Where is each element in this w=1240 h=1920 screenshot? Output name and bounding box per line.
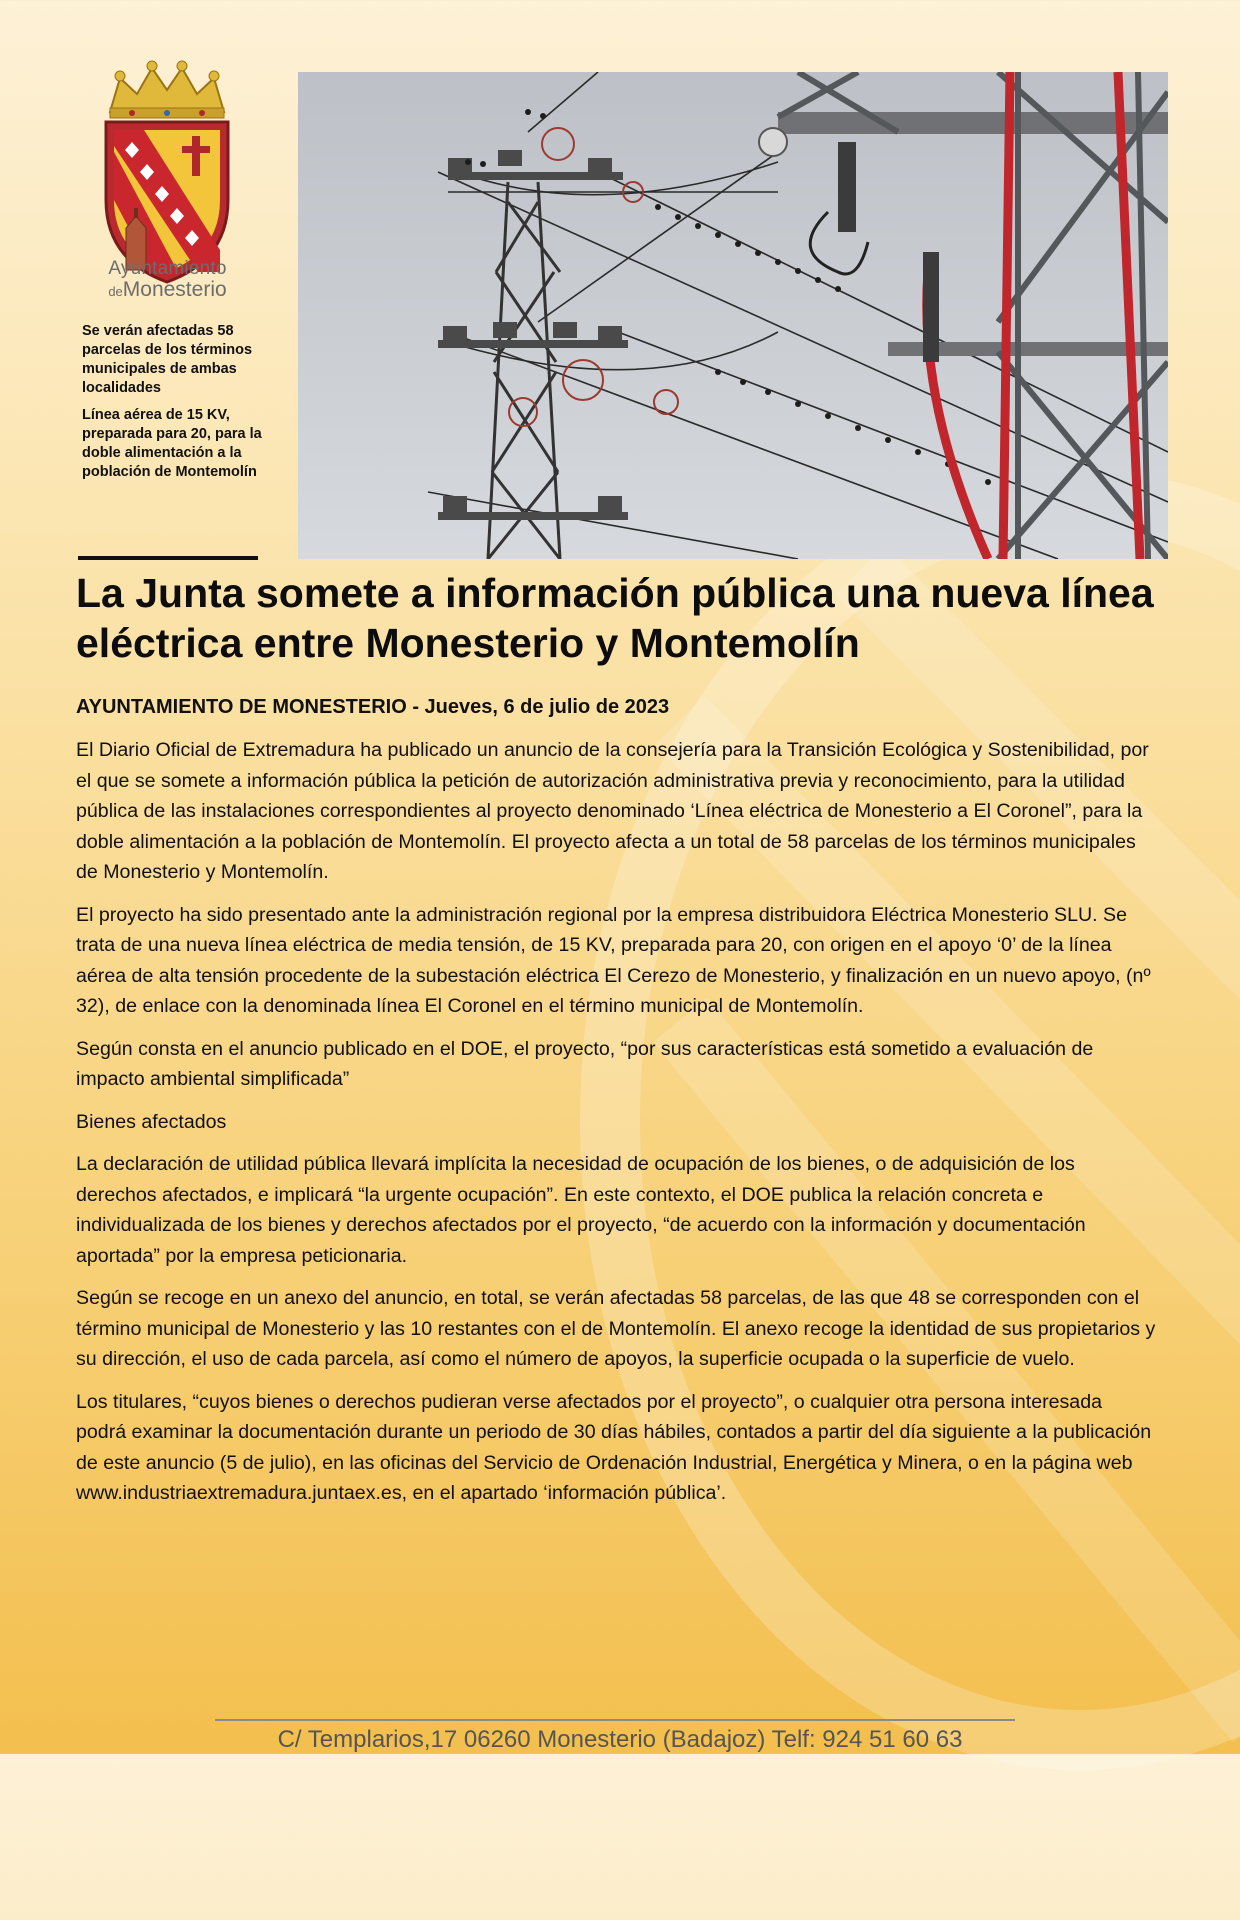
power-pylons-photo xyxy=(298,72,1168,559)
sidebar-divider xyxy=(78,556,258,560)
article-byline: AYUNTAMIENTO DE MONESTERIO - Jueves, 6 de julio de 2023 xyxy=(76,696,670,718)
sidebar-highlight-parcels: Se verán afectadas 58 parcelas de los términos municipales de ambas localidades xyxy=(82,323,253,396)
logo-text-monesterio xyxy=(60,278,275,302)
footer-divider xyxy=(215,1719,1015,1721)
article-paragraph: Según consta en el anuncio publicado en el DOE, el proyecto, “por sus características está sometido a evaluación de impacto ambiental simplificada” xyxy=(76,1037,1094,1090)
logo-text-de: de xyxy=(108,284,123,299)
article-paragraph: La declaración de utilidad pública llevará implícita la necesidad de ocupación de los bienes, o de adquisición de los derechos afectados, e implicará “la urgente ocupación”. En este contexto, el DOE publica la relación concreta e individualizada de los bienes y derechos afectados por el proyecto, “de acuerdo con la información y documentación aportada” por la empresa peticionaria. xyxy=(76,1153,1086,1267)
section-subheading: Bienes afectados xyxy=(76,1110,227,1133)
article-title: La Junta somete a información pública una nueva línea eléctrica entre Monesterio y Montemolín xyxy=(76,570,1154,666)
article-paragraph: Los titulares, “cuyos bienes o derechos pudieran verse afectados por el proyecto”, o cualquier otra persona interesada podrá examinar la documentación durante un periodo de 30 días hábiles, contados a partir del día siguiente a la publicación de este anuncio (5 de julio), en las oficinas del Servicio de Ordenación Industrial, Energética y Minera, o en la página web www.industriaextremadura.juntaex.es, en el apartado ‘información pública’. xyxy=(76,1390,1152,1504)
footer-address: C/ Templarios,17 06260 Monesterio (Badajoz) Telf: 924 51 60 63 xyxy=(277,1726,963,1753)
sidebar-highlight-line: Línea aérea de 15 KV, preparada para 20, para la doble alimentación a la población de Montemolín xyxy=(82,407,262,480)
article-paragraph: El Diario Oficial de Extremadura ha publicado un anuncio de la consejería para la Transición Ecológica y Sostenibilidad, por el que se somete a información pública la petición de autorización administrativa previa y reconocimiento, para la utilidad pública de las instalaciones correspondientes al proyecto denominado ‘Línea eléctrica de Monesterio a El Coronel”, para la doble alimentación a la población de Montemolín. El proyecto afecta a un total de 58 parcelas de los términos municipales de Monesterio y Montemolín. xyxy=(76,739,1149,883)
article-paragraph: El proyecto ha sido presentado ante la administración regional por la empresa distribuidora Eléctrica Monesterio SLU. Se trata de una nueva línea eléctrica de media tensión, de 15 KV, preparada para 20, con origen en el apoyo ‘0’ de la línea aérea de alta tensión procedente de la subestación eléctrica El Cerezo de Monesterio, y finalización en un nuevo apoyo, (nº 32), de enlace con la denominada línea El Coronel en el término municipal de Montemolín. xyxy=(76,903,1151,1017)
logo-text-town: Monesterio xyxy=(122,278,227,301)
article-paragraph: Según se recoge en un anexo del anuncio, en total, se verán afectadas 58 parcelas, de las que 48 se corresponden con el término municipal de Monesterio y las 10 restantes con el de Montemolín. El anexo recoge la identidad de sus propietarios y su dirección, el uso de cada parcela, así como el número de apoyos, la superficie ocupada o la superficie de vuelo. xyxy=(76,1287,1156,1370)
logo-text-ayuntamiento: Ayuntamiento xyxy=(108,258,227,279)
article-body xyxy=(76,735,1156,1521)
